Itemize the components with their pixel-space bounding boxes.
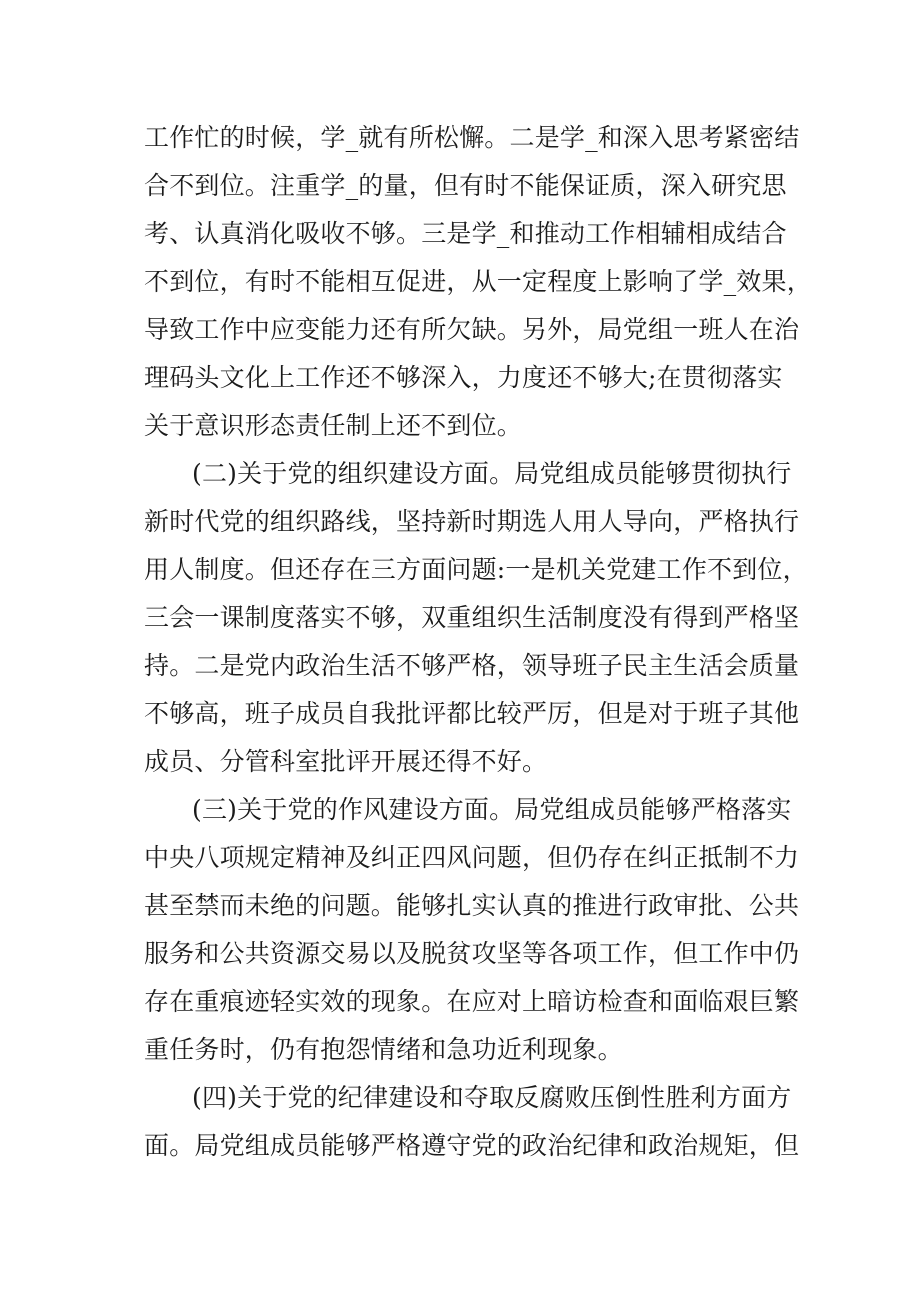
text-line: 成员、分管科室批评开展还得不好。 <box>144 747 548 776</box>
text-line: 关于意识形态责任制上还不到位。 <box>144 411 523 440</box>
text-line: 中央八项规定精神及纠正四风问题，但仍存在纠正抵制不力 <box>144 843 800 872</box>
text-line: 导致工作中应变能力还有所欠缺。另外，局党组一班人在治 <box>144 315 800 344</box>
section-heading-line: (三)关于党的作风建设方面。局党组成员能够严格落实 <box>192 795 792 824</box>
text-line: 合不到位。注重学_的量，但有时不能保证质，深入研究思 <box>144 171 787 200</box>
text-line: 重任务时，仍有抱怨情绪和急功近利现象。 <box>144 1035 623 1064</box>
section-heading-line: (二)关于党的组织建设方面。局党组成员能够贯彻执行 <box>192 459 792 488</box>
text-line: 新时代党的组织路线，坚持新时期选人用人导向，严格执行 <box>144 507 800 536</box>
text-line: 考、认真消化吸收不够。三是学_和推动工作相辅相成结合 <box>144 219 787 248</box>
text-line: 不到位，有时不能相互促进，从一定程度上影响了学_效果， <box>144 267 812 296</box>
text-line: 存在重痕迹轻实效的现象。在应对上暗访检查和面临艰巨繁 <box>144 987 800 1016</box>
section-heading-line: (四)关于党的纪律建设和夺取反腐败压倒性胜利方面方 <box>192 1083 792 1112</box>
text-line: 不够高，班子成员自我批评都比较严厉，但是对于班子其他 <box>144 699 800 728</box>
text-line: 服务和公共资源交易以及脱贫攻坚等各项工作，但工作中仍 <box>144 939 800 968</box>
text-line: 持。二是党内政治生活不够严格，领导班子民主生活会质量 <box>144 651 800 680</box>
text-line: 三会一课制度落实不够，双重组织生活制度没有得到严格坚 <box>144 603 800 632</box>
text-line: 工作忙的时候，学_就有所松懈。二是学_和深入思考紧密结 <box>144 123 800 152</box>
text-line: 面。局党组成员能够严格遵守党的政治纪律和政治规矩，但 <box>144 1131 800 1160</box>
text-line: 用人制度。但还存在三方面问题:一是机关党建工作不到位， <box>144 555 808 584</box>
text-line: 甚至禁而未绝的问题。能够扎实认真的推进行政审批、公共 <box>144 891 800 920</box>
text-line: 理码头文化上工作还不够深入，力度还不够大;在贯彻落实 <box>144 363 783 392</box>
